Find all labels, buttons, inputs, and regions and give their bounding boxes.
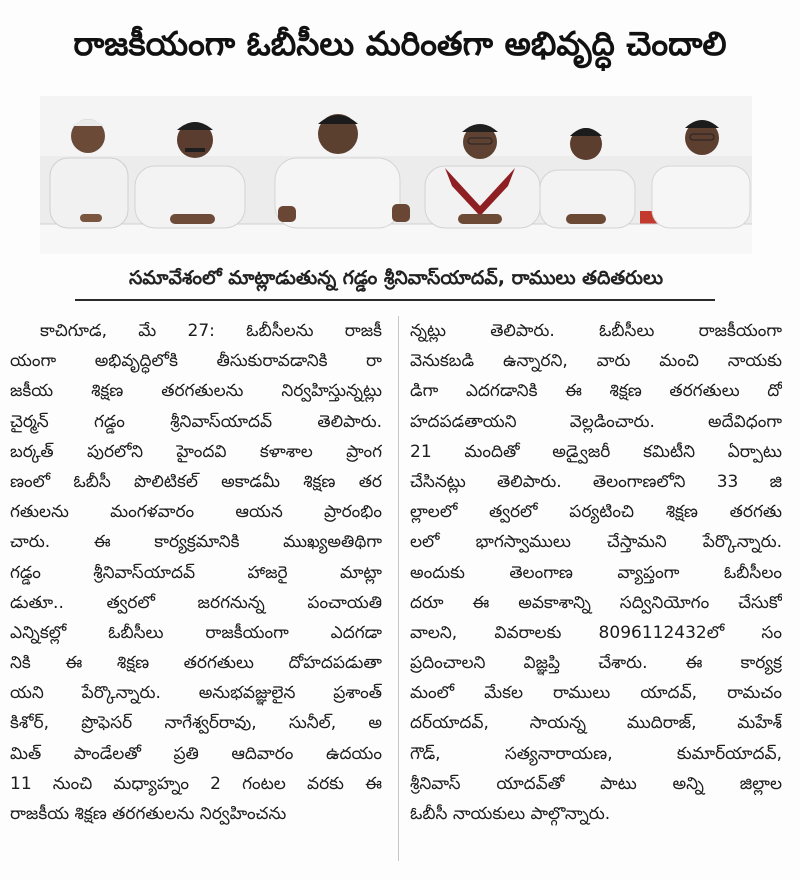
body-text-line: మంలో మేకల రాములు యాదవ్, రామచం bbox=[410, 683, 782, 704]
press-meet-photo bbox=[40, 96, 752, 254]
body-text-line: శ్రీనివాస్ యాదవ్‌తో పాటు అన్ని జిల్లాల bbox=[410, 773, 782, 794]
body-text-line: ఎన్నికల్లో ఓబీసీలు రాజకీయంగా ఎదగడా bbox=[10, 622, 382, 643]
body-text-line: చైర్మన్ గడ్డం శ్రీనివాస్‌యాదవ్ తెలిపారు. bbox=[10, 411, 382, 432]
body-text-line: న్నట్లు తెలిపారు. ఓబీసీలు రాజకీయంగా bbox=[410, 321, 782, 341]
body-text-line: ల్లాలలో త్వరలో పర్యటించి శిక్షణ తరగతు bbox=[410, 502, 782, 523]
body-text-line: కిశోర్, ప్రొఫెసర్ నాగేశ్వర్‌రావు, సునీల్, అ bbox=[10, 713, 382, 734]
caption-divider bbox=[75, 299, 715, 301]
body-text-line: వాలని, వివరాలకు 8096112432లో సం bbox=[410, 622, 782, 643]
body-text-line: నికి ఈ శిక్షణ తరగతులు దోహదపడుతా bbox=[10, 653, 382, 674]
body-text-line: యని పేర్కొన్నారు. అనుభవజ్ఞులైన ప్రశాంత్ bbox=[10, 683, 382, 704]
column-divider bbox=[398, 316, 399, 861]
body-text-line: దర్‌యాదవ్, సాయన్న ముదిరాజ్, మహేశ్ bbox=[410, 713, 782, 734]
body-text-line: 21 మందితో అడ్వైజరీ కమిటీని ఏర్పాటు bbox=[410, 441, 782, 462]
body-text-line: చారు. ఈ కార్యక్రమానికి ముఖ్యఅతిథిగా bbox=[10, 532, 382, 553]
photo-caption: సమావేశంలో మాట్లాడుతున్న గడ్డం శ్రీనివాస్‌యాదవ్, రాములు తదితరులు bbox=[128, 267, 664, 289]
body-text-line: చేసినట్లు తెలిపారు. తెలంగాణలోని 33 జి bbox=[410, 471, 782, 492]
body-text-line: జకీయ శిక్షణ తరగతులను నిర్వహిస్తున్నట్లు bbox=[10, 381, 382, 402]
body-text-line: డుతూ.. త్వరలో జరగనున్న పంచాయతి bbox=[10, 592, 382, 613]
body-text-line: రాజకీయ శిక్షణ తరగతులను నిర్వహించను bbox=[10, 804, 287, 824]
body-text-line: ప్రదించాలని విజ్ఞప్తి చేశారు. ఈ కార్యక్ర bbox=[410, 653, 782, 674]
body-text-line: హదపడతాయని వెల్లడించారు. అదేవిధంగా bbox=[410, 411, 782, 432]
body-text-line: గౌడ్, సత్యనారాయణ, కుమార్‌యాదవ్, bbox=[410, 743, 782, 764]
article-headline: రాజకీయంగా ఓబీసీలు మరింతగా అభివృద్ధి చెందాలి bbox=[73, 24, 727, 63]
body-text-line: యంగా అభివృద్ధిలోకి తీసుకురావడానికి రా bbox=[10, 351, 382, 372]
body-text-line: మిత్ పాండేలతో ప్రతి ఆదివారం ఉదయం bbox=[10, 743, 382, 764]
body-text-line: వెనుకబడి ఉన్నారని, వారు మంచి నాయకు bbox=[410, 351, 782, 372]
body-text-line: గతులను మంగళవారం ఆయన ప్రారంభిం bbox=[10, 502, 382, 523]
article-column-right bbox=[410, 316, 782, 861]
body-text-line: లలో భాగస్వాములు చేస్తామని పేర్కొన్నారు. bbox=[410, 532, 782, 553]
article-column-left bbox=[10, 316, 382, 861]
body-text-line: ణంలో ఓబీసీ పొలిటికల్ అకాడమీ శిక్షణ తర bbox=[10, 471, 382, 492]
body-text-line: ఓబీసీ నాయకులు పాల్గొన్నారు. bbox=[410, 804, 611, 824]
body-text-line: 11 నుంచి మధ్యాహ్నం 2 గంటల వరకు ఈ bbox=[10, 773, 382, 794]
body-text-line: గడ్డం శ్రీనివాస్‌యాదవ్ హాజరై మాట్లా bbox=[10, 562, 382, 583]
body-text-line: కాచిగూడ, మే 27: ఓబీసీలను రాజకీ bbox=[40, 321, 382, 341]
body-text-line: దరూ ఈ అవకాశాన్ని సద్వినియోగం చేసుకో bbox=[410, 592, 782, 613]
body-text-line: డిగా ఎదగడానికి ఈ శిక్షణ తరగతులు దో bbox=[410, 381, 782, 402]
body-text-line: బర్కత్ పురలోని హైందవి కళాశాల ప్రాంగ bbox=[10, 441, 382, 462]
body-text-line: అందుకు తెలంగాణ వ్యాప్తంగా ఓబీసీలం bbox=[410, 562, 782, 583]
